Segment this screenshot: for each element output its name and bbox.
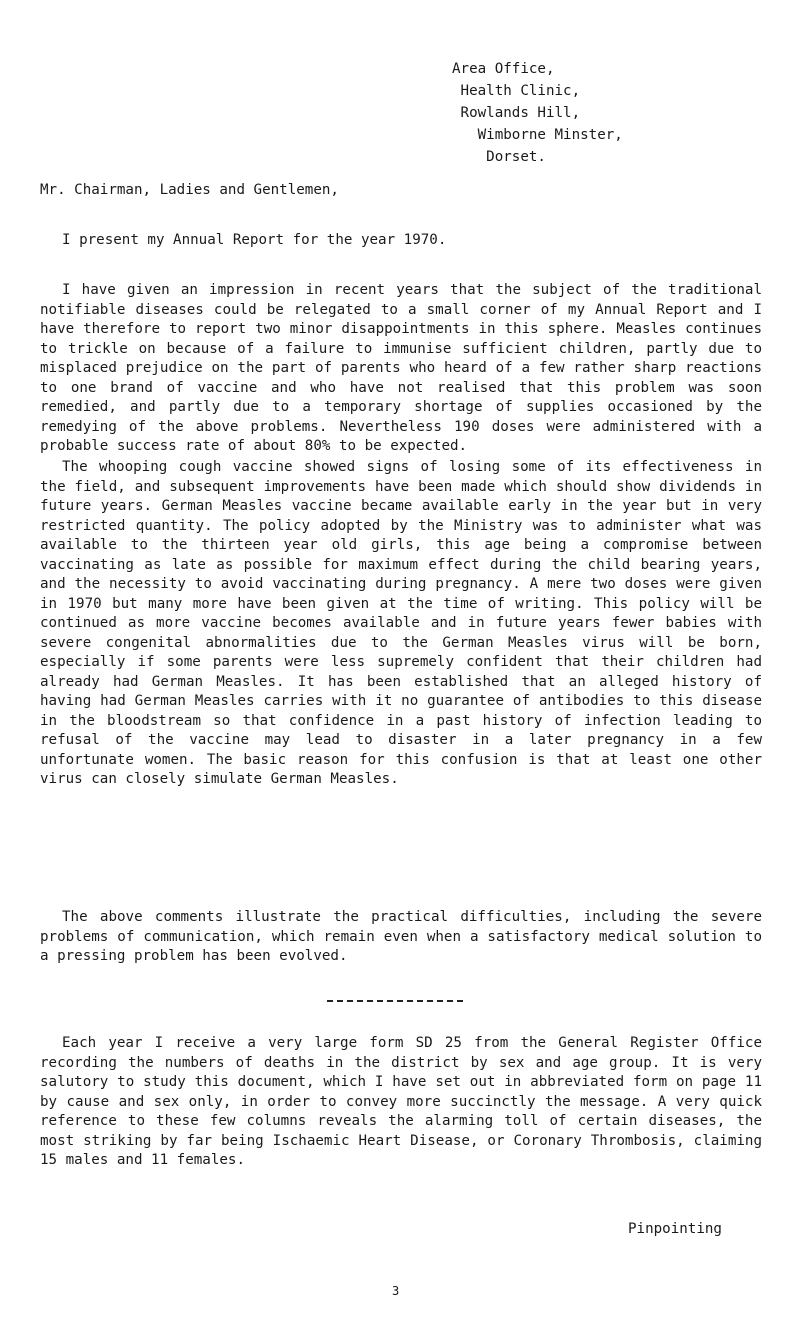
intro-line: I present my Annual Report for the year 1970. <box>62 232 447 248</box>
address-line: Wimborne Minster, <box>452 127 623 143</box>
catchword: Pinpointing <box>628 1221 722 1237</box>
address-line: Dorset. <box>452 149 546 165</box>
address-line: Area Office, <box>452 61 555 77</box>
sender-address <box>452 58 623 168</box>
paragraph-vaccines: The whooping cough vaccine showed signs of losing some of its effectiveness in the field, and subsequent improvements have been made which should show dividends in future years. German Measles vaccine became available early in the year but in very restricted quantity. The policy adopted by the Ministry was to administer what was available to the thirteen year old girls, this age being a compromise between vaccinating as late as possible for maximum effect during the child bearing years, and the necessity to avoid vaccinating during pregnancy. A mere two doses were given in 1970 but many more have been given at the time of writing. This policy will be continued as more vaccine becomes available and in future years fewer babies with severe congenital abnormalities due to the German Measles virus will be born, especially if some parents were less supremely confident that their children had already had German Measles. It has been established that an alleged history of having had German Measles carries with it no guarantee of antibodies to this disease in the bloodstream so that confidence in a past history of infection leading to refusal of the vaccine may lead to disaster in a later pregnancy in a few unfortunate women. The basic reason for this confusion is that at least one other virus can closely simulate German Measles. <box>40 459 762 787</box>
paragraph-notifiable-diseases: I have given an impression in recent years that the subject of the traditional notifiable diseases could be relegated to a small corner of my Annual Report and I have therefore to report two minor disappointments in this sphere. Measles continues to trickle on because of a failure to immunise sufficient children, partly due to misplaced prejudice on the part of parents who heard of a few rather sharp reactions to one brand of vaccine and who have not realised that this problem was soon remedied, and partly due to a temporary shortage of supplies occasioned by the remedying of the above problems. Nevertheless 190 doses were administered with a probable success rate of about 80% to be expected. <box>40 282 762 454</box>
section-divider <box>327 1000 463 1002</box>
page-number: 3 <box>392 1284 400 1298</box>
salutation: Mr. Chairman, Ladies and Gentlemen, <box>40 182 339 198</box>
paragraph-practical-difficulties: The above comments illustrate the practical difficulties, including the severe problems of communication, which remain even when a satisfactory medical solution to a pressing problem has been evolved. <box>40 909 762 964</box>
paragraph-death-records: Each year I receive a very large form SD 25 from the General Register Office recording the numbers of deaths in the district by sex and age group. It is very salutory to study this document, which I have set out in abbreviated form on page 11 by cause and sex only, in order to convey more succinctly the message. A very quick reference to these few columns reveals the alarming toll of certain diseases, the most striking by far being Ischaemic Heart Disease, or Coronary Thrombosis, claiming 15 males and 11 females. <box>40 1035 762 1168</box>
address-line: Rowlands Hill, <box>452 105 581 121</box>
address-line: Health Clinic, <box>452 83 581 99</box>
